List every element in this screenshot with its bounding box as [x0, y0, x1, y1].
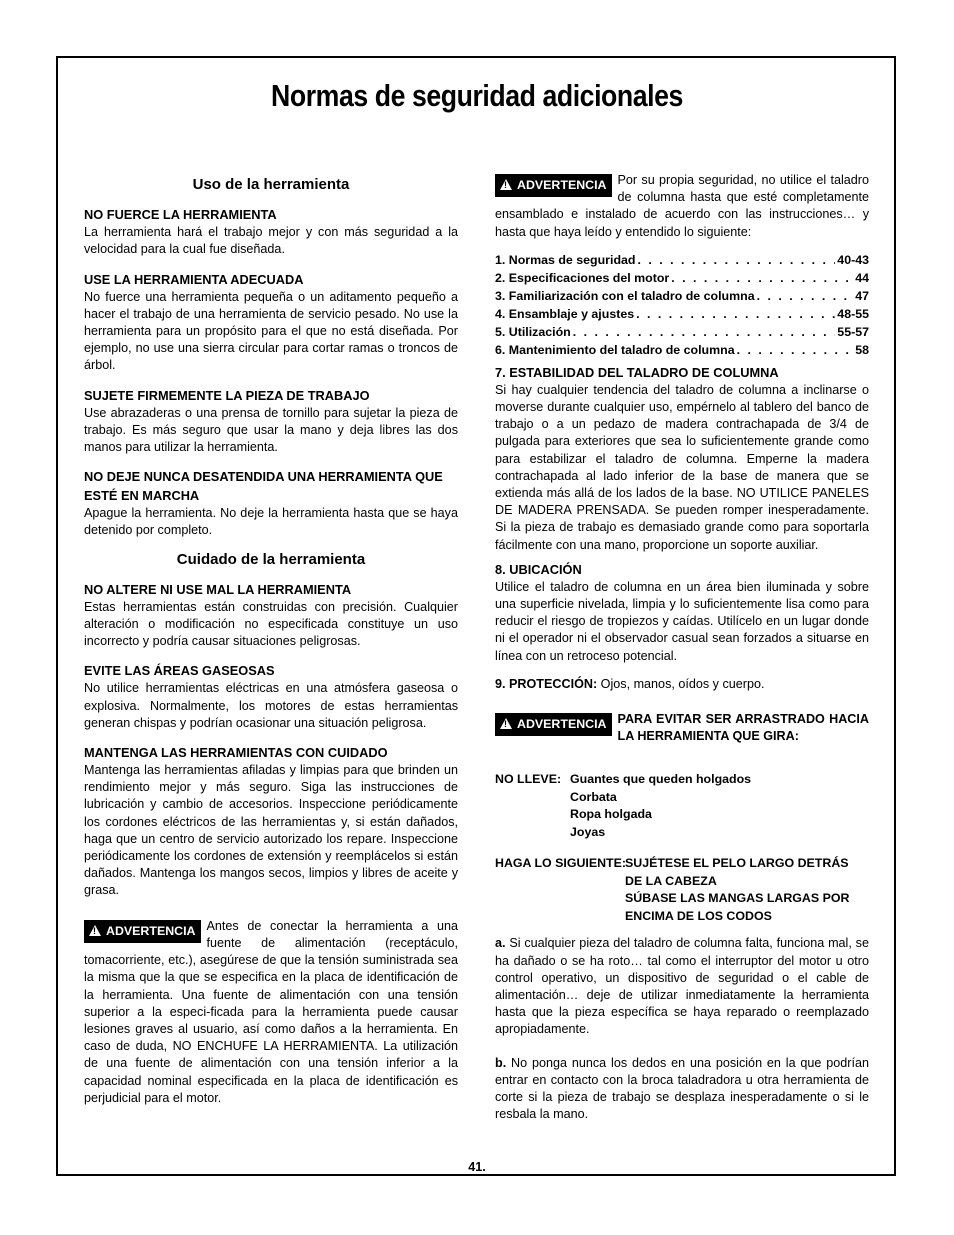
heading-no-deje: NO DEJE NUNCA DESATENDIDA UNA HERRAMIENTA QUE ESTÉ EN MARCHA	[84, 469, 443, 504]
section-title-uso: Uso de la herramienta	[192, 176, 350, 193]
no-lleve-label: NO LLEVE:	[495, 772, 562, 787]
contents-item: 6. Mantenimiento del taladro de columna . . . 58	[495, 341, 869, 359]
list-item: DE LA CABEZA	[625, 873, 717, 888]
contents-item: 3. Familiarización con el taladro de columna . . . 47	[495, 287, 869, 305]
contents-list	[495, 251, 869, 359]
list-item: Guantes que queden holgados	[570, 772, 752, 787]
list-item: Corbata	[570, 789, 617, 804]
page-title: Normas de seguridad adicionales	[271, 78, 683, 113]
para-estabilidad: Si hay cualquier tendencia del taladro de columna a inclinarse o moverse durante cualquier uso, empérnelo al tablero del banco de trabajo o a un pedazo de madera contrachapada de 3/4 de pulgada para exteriores que sea lo suficientemente grande como para estabilizar el taladro de columna. Emperne la madera contrachapada al lado inferior de la base de manera que se extienda más allá de los lados de la base. NO UTILICE PANELES DE MADERA PRENSADA. Se pueden romper inesperadamente. Si la pieza de trabajo es demasiado grande como para soportarla fácilmente con una mano, proporcione un soporte auxiliar.	[495, 382, 869, 552]
para-mantenga: Mantenga las herramientas afiladas y limpias para que brinden un rendimiento mejor y más seguro. Siga las instrucciones de lubricación y cambio de accesorios. Inspeccione periódicamente los cordones eléctricos de las herramientas y, si están dañados, haga que un centro de servicio autorizado los repare. Inspeccione periódicamente los cordones de extensión y reemplácelos si están dañados. Mantenga los mangos secos, limpios y libres de aceite y grasa.	[84, 763, 458, 898]
heading-use-adecuada: USE LA HERRAMIENTA ADECUADA	[84, 271, 304, 287]
warning-triangle-icon: !	[500, 718, 512, 729]
list-item: Joyas	[570, 824, 606, 839]
heading-estabilidad: 7. ESTABILIDAD DEL TALADRO DE COLUMNA	[495, 364, 779, 380]
list-item: ENCIMA DE LOS CODOS	[625, 908, 772, 923]
para-areas-gaseosas: No utilice herramientas eléctricas en una atmósfera gaseosa o explosiva. Normalmente, los motores de estas herramientas generan chispas y podrían ocasionar una situación peligrosa.	[84, 681, 458, 730]
contents-item: 5. Utilización . . . 55-57	[495, 323, 869, 341]
heading-ubicacion: 8. UBICACIÓN	[495, 561, 582, 577]
page-number: 41.	[468, 1160, 486, 1174]
para-no-deje: Apague la herramienta. No deje la herramienta hasta que se haya detenido por completo.	[84, 506, 458, 538]
section-title-cuidado: Cuidado de la herramienta	[176, 550, 366, 568]
para-use-adecuada: No fuerce una herramienta pequeña o un aditamento pequeño a hacer el trabajo de una herramienta de servicio pesado. No use la herramienta para un propósito para el que no está diseñada. Por ejemplo, no use una sierra circular para cortar ramas o troncos de árbol.	[84, 289, 458, 373]
para-sujete: Use abrazaderas o una prensa de tornillo para sujetar la pieza de trabajo. Es más seguro que usar la mano y deja libres las dos manos para utilizar la herramienta.	[84, 405, 458, 455]
para-b: b. No ponga nunca los dedos en una posición en la que podrían entrar en contacto con la broca taladradora u otra herramienta de corte si la pieza de trabajo se desplaza inesperadamente o si le resbala la mano.	[495, 1055, 869, 1122]
warning-block-tension	[84, 918, 458, 1107]
heading-sujete: SUJETE FIRMEMENTE LA PIEZA DE TRABAJO	[84, 387, 370, 403]
para-no-fuerce: La herramienta hará el trabajo mejor y con más seguridad a la velocidad para la cual fue diseñada.	[84, 225, 458, 257]
list-item: SUJÉTESE EL PELO LARGO DETRÁS	[625, 856, 849, 871]
warning-block-ensamblado	[495, 172, 869, 241]
heading-areas-gaseosas: EVITE LAS ÁREAS GASEOSAS	[84, 663, 275, 679]
contents-item: 4. Ensamblaje y ajustes . . . 48-55	[495, 305, 869, 323]
left-column	[84, 172, 458, 1107]
list-item: Ropa holgada	[570, 807, 652, 822]
warning-text: PARA EVITAR SER ARRASTRADO HACIA LA HERRAMIENTA QUE GIRA:	[617, 712, 869, 744]
para-ubicacion: Utilice el taladro de columna en un área bien iluminada y sobre una superficie nivelada, limpia y lo suficientemente lisa como para reducir el riesgo de tropiezos y caídas. Utilícelo en un lugar donde ni el operador ni el observador casual sean forzados a situarse en línea con un retroceso potencial.	[495, 579, 869, 663]
no-lleve-items	[570, 771, 751, 841]
no-lleve-list	[495, 771, 869, 841]
heading-no-altere: NO ALTERE NI USE MAL LA HERRAMIENTA	[84, 581, 352, 597]
para-no-altere: Estas herramientas están construidas con precisión. Cualquier alteración o modificación no especificada constituye un uso incorrecto y podría causar situaciones peligrosas.	[84, 599, 458, 649]
warning-triangle-icon: !	[500, 179, 512, 190]
para-a: a. Si cualquier pieza del taladro de columna falta, funciona mal, se ha dañado o se ha roto… tal como el interruptor del motor u otro control operativo, un dispositivo de seguridad o el cable de alimentación… deje de utilizar inmediatamente la herramienta hasta que la pieza específica se haya reparado o reemplazado apropiadamente.	[495, 936, 869, 1037]
heading-mantenga: MANTENGA LAS HERRAMIENTAS CON CUIDADO	[84, 745, 388, 761]
haga-label: HAGA LO SIGUIENTE:	[495, 856, 627, 871]
warning-badge: ! ADVERTENCIA	[495, 174, 612, 197]
right-column	[495, 172, 869, 1135]
warning-text: Antes de conectar la herramienta a una fuente de alimentación (receptáculo, tomacorriente, etc.), asegúrese de que la tensión suministrada sea la misma que la que se especifica en la placa de identificación de la herramienta. Una fuente de alimentación con una tensión superior a la especi-ficada para la herramienta puede causar lesiones graves al usuario, así como daños a la herramienta. En caso de duda, NO ENCHUFE LA HERRAMIENTA. La utilización de una fuente de alimentación con una tensión inferior a la capacidad nominal especificada en la placa de identificación es perjudicial para el motor.	[84, 918, 458, 1105]
contents-item: 1. Normas de seguridad . . . 40-43	[495, 251, 869, 269]
warning-badge: ! ADVERTENCIA	[84, 920, 201, 943]
warning-triangle-icon: !	[89, 925, 101, 936]
warning-text: Por su propia seguridad, no utilice el taladro de columna hasta que esté completamente ensamblado e instalado de acuerdo con las instrucciones… y hasta que haya leído y entendido lo siguiente:	[495, 173, 869, 239]
contents-item: 2. Especificaciones del motor . . . 44	[495, 269, 869, 287]
haga-lo-siguiente	[495, 855, 869, 925]
para-proteccion: 9. PROTECCIÓN: Ojos, manos, oídos y cuerpo.	[495, 676, 765, 691]
warning-badge: ! ADVERTENCIA	[495, 713, 612, 736]
list-item: SÚBASE LAS MANGAS LARGAS POR	[625, 891, 850, 906]
warning-block-arrastrado	[495, 711, 869, 745]
heading-no-fuerce: NO FUERCE LA HERRAMIENTA	[84, 207, 277, 223]
